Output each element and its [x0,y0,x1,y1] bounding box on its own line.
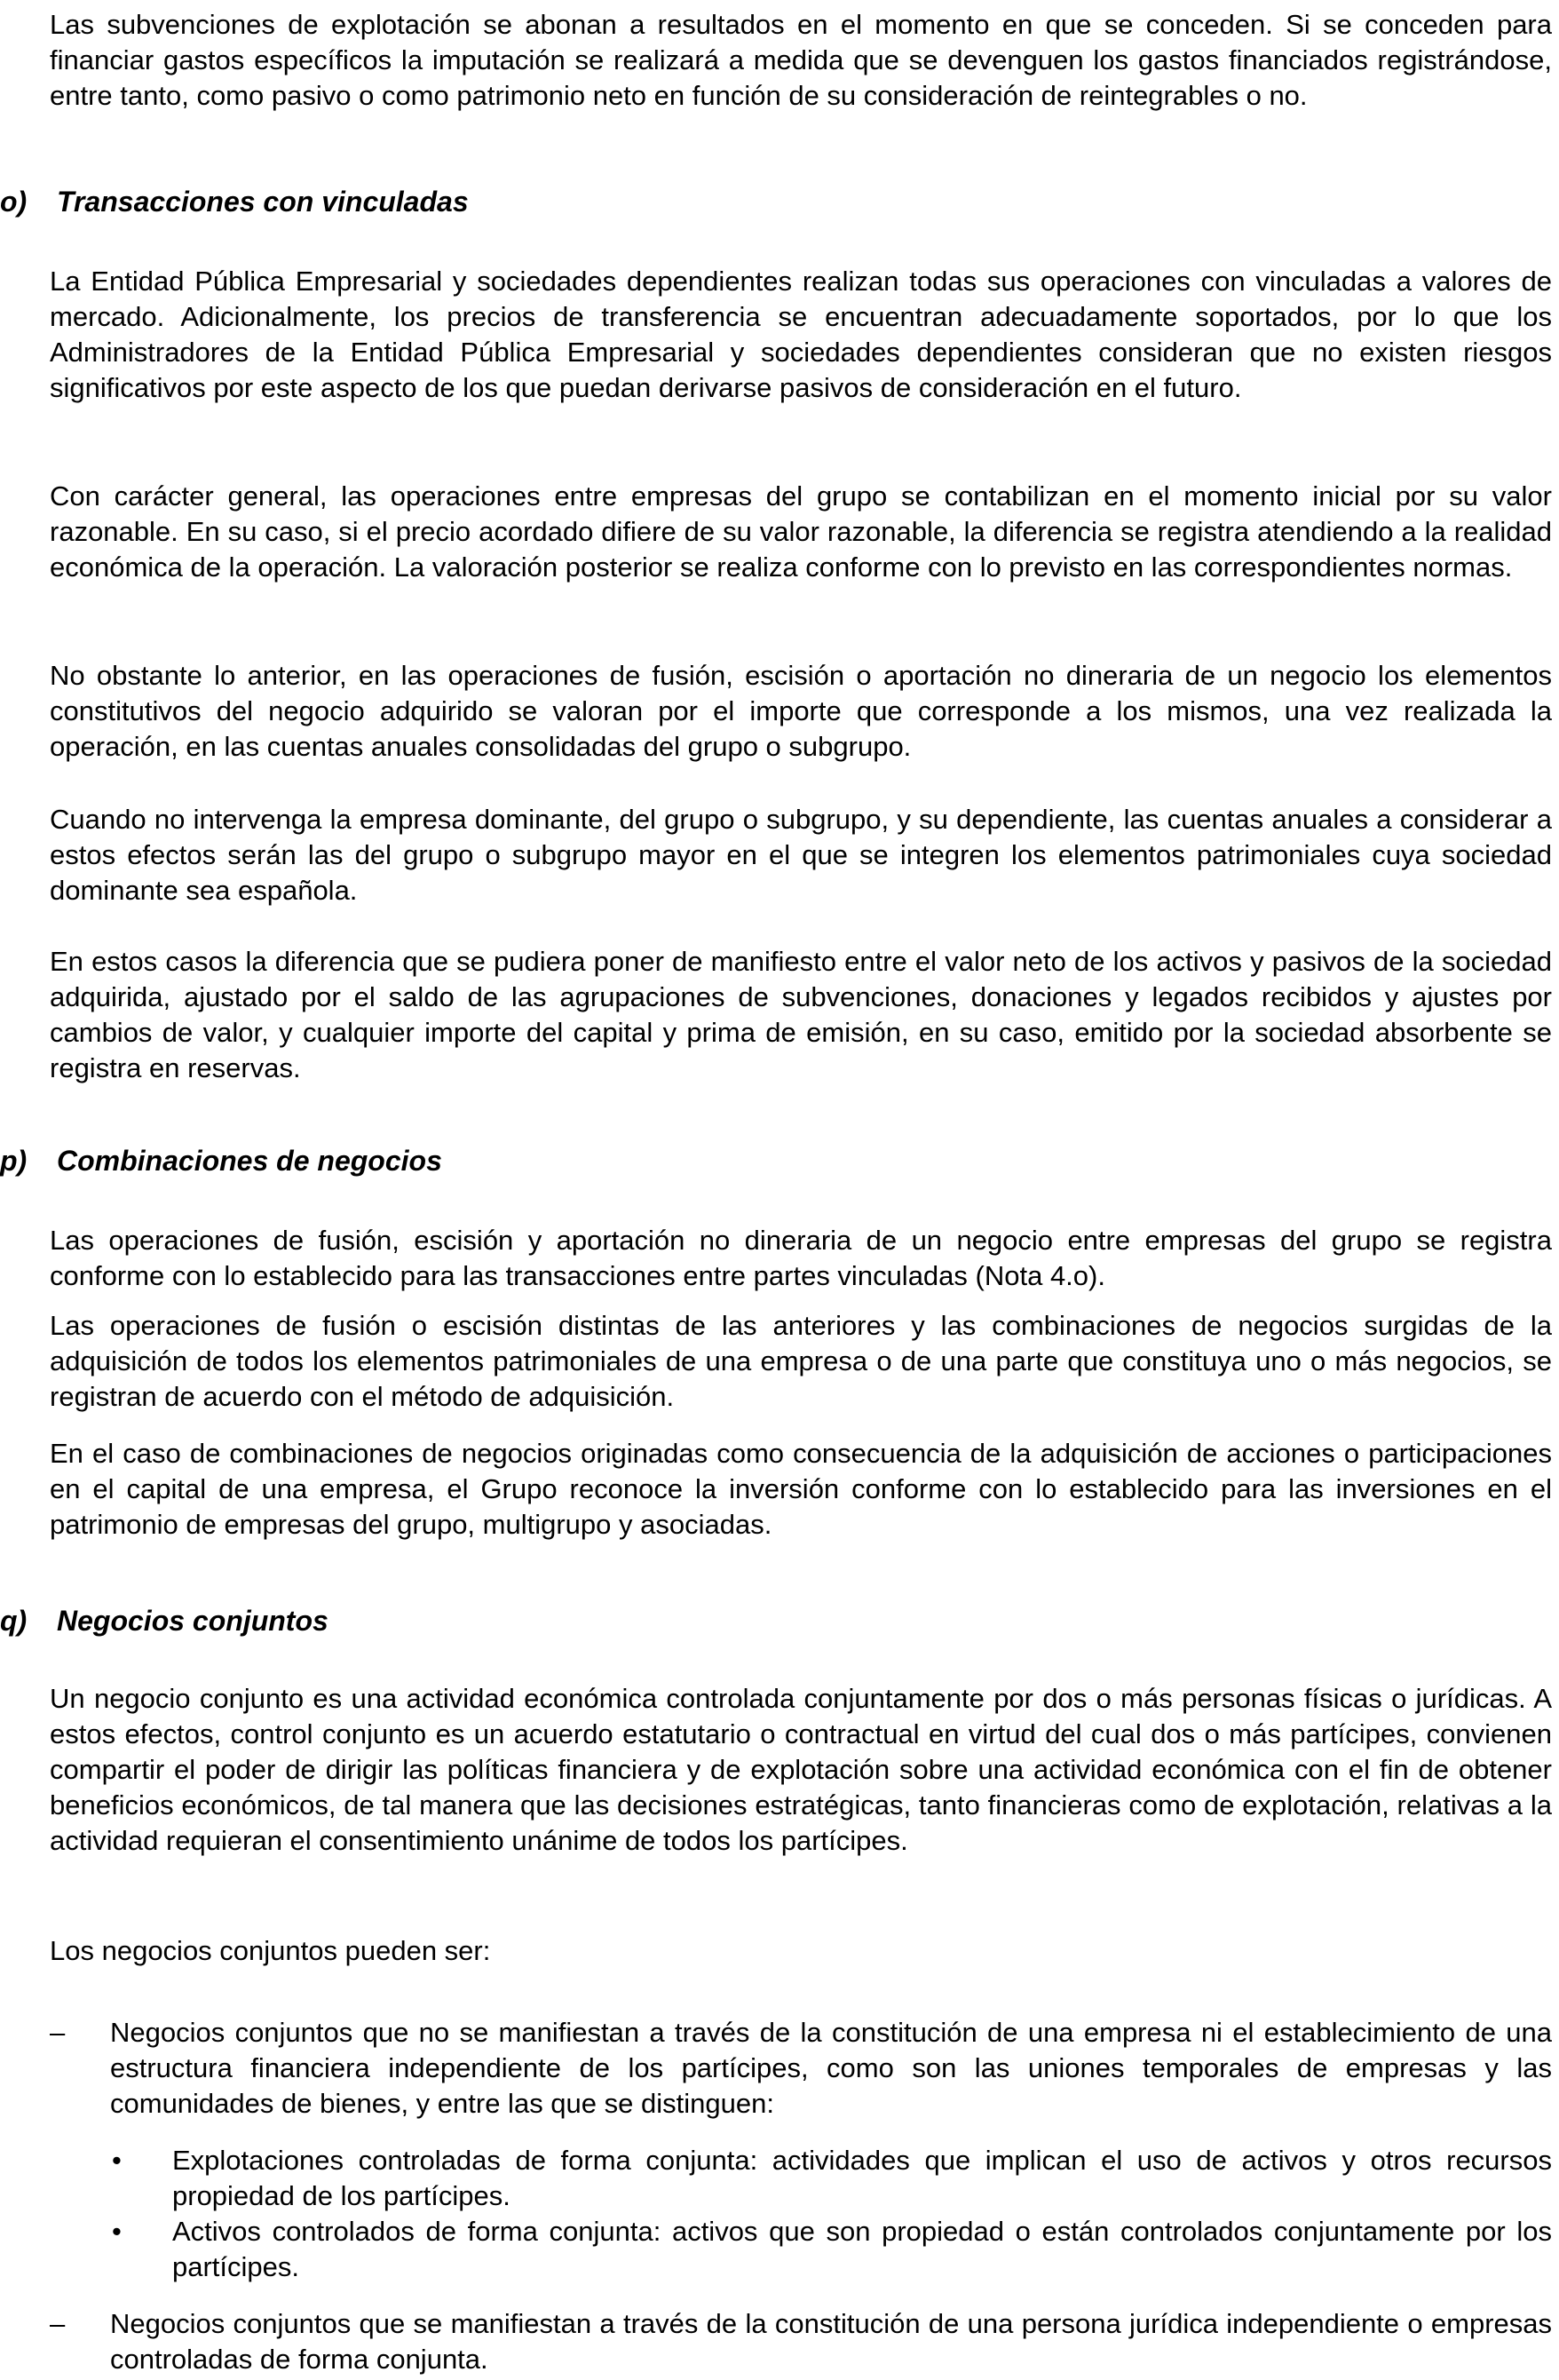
paragraph-o-5: En estos casos la diferencia que se pudiera poner de manifiesto entre el valor neto de los activos y pasivos de la sociedad adquirida, ajustado por el saldo de las agrupaciones de subvenciones, donaciones y legados recibidos y ajustes por cambios de valor, y cualquier importe del capital y prima de emisión, en su caso, emitido por la sociedad absorbente se registra en reservas. [50,946,1552,1083]
bullet-marker: • [112,2145,122,2176]
dash-marker: – [50,2308,66,2339]
list-item-text: Negocios conjuntos que se manifiestan a través de la constitución de una persona jurídica independiente o empresas controladas de forma conjunta. [110,2308,1552,2375]
list-item-bullet-1 [110,2143,1552,2214]
section-marker-o: o) [0,186,28,218]
paragraph-q-2: Los negocios conjuntos pueden ser: [50,1935,491,1966]
paragraph-p-2: Las operaciones de fusión o escisión distintas de las anteriores y las combinaciones de negocios surgidas de la adquisición de todos los elementos patrimoniales de una empresa o de una parte que constituya uno o más negocios, se registran de acuerdo con el método de adquisición. [50,1310,1552,1412]
paragraph-o-2: Con carácter general, las operaciones entre empresas del grupo se contabilizan en el momento inicial por su valor razonable. En su caso, si el precio acordado difiere de su valor razonable, la diferencia se registra atendiendo a la realidad económica de la operación. La valoración posterior se realiza conforme con lo previsto en las correspondientes normas. [50,480,1552,583]
paragraph-o-1: La Entidad Pública Empresarial y sociedades dependientes realizan todas sus operaciones con vinculadas a valores de mercado. Adicionalmente, los precios de transferencia se encuentran adecuadamente soportados, por lo que los Administradores de la Entidad Pública Empresarial y sociedades dependientes consideran que no existen riesgos significativos por este aspecto de los que puedan derivarse pasivos de consideración en el futuro. [50,266,1552,403]
section-title-o: Transacciones con vinculadas [57,186,469,218]
bullet-marker: • [112,2216,122,2247]
list-item-dash-1 [50,2015,1552,2122]
list-item-bullet-2 [110,2214,1552,2285]
paragraph-p-1: Las operaciones de fusión, escisión y aportación no dineraria de un negocio entre empresas del grupo se registra conforme con lo establecido para las transacciones entre partes vinculadas (Nota 4.o). [50,1225,1552,1291]
list-item-text: Activos controlados de forma conjunta: activos que son propiedad o están controlados conjuntamente por los partícipes. [172,2216,1552,2282]
section-marker-p: p) [0,1145,28,1177]
section-heading-q [0,1603,328,1638]
paragraph-q-1: Un negocio conjunto es una actividad económica controlada conjuntamente por dos o más personas físicas o jurídicas. A estos efectos, control conjunto es un acuerdo estatutario o contractual en virtud del cual dos o más partícipes, convienen compartir el poder de dirigir las políticas financiera y de explotación sobre una actividad económica con el fin de obtener beneficios económicos, de tal manera que las decisiones estratégicas, tanto financieras como de explotación, relativas a la actividad requieran el consentimiento unánime de todos los partícipes. [50,1683,1552,1856]
section-title-q: Negocios conjuntos [57,1605,328,1637]
section-title-p: Combinaciones de negocios [57,1145,442,1177]
paragraph-p-3: En el caso de combinaciones de negocios originadas como consecuencia de la adquisición de acciones o participaciones en el capital de una empresa, el Grupo reconoce la inversión conforme con lo establecido para las inversiones en el patrimonio de empresas del grupo, multigrupo y asociadas. [50,1438,1552,1540]
list-item-text: Negocios conjuntos que no se manifiestan a través de la constitución de una empresa ni el establecimiento de una estructura financiera independiente de los partícipes, como son las uniones temporales de empresas y las comunidades de bienes, y entre las que se distinguen: [110,2017,1552,2119]
dash-marker: – [50,2017,66,2048]
list-item-dash-2 [50,2306,1552,2377]
section-heading-p [0,1143,442,1178]
section-marker-q: q) [0,1605,28,1637]
paragraph-o-4: Cuando no intervenga la empresa dominante, del grupo o subgrupo, y su dependiente, las cuentas anuales a considerar a estos efectos serán las del grupo o subgrupo mayor en el que se integren los elementos patrimoniales cuya sociedad dominante sea española. [50,804,1552,906]
section-heading-o [0,184,469,219]
list-item-text: Explotaciones controladas de forma conjunta: actividades que implican el uso de activos y otros recursos propiedad de los partícipes. [172,2145,1552,2211]
paragraph-o-3: No obstante lo anterior, en las operaciones de fusión, escisión o aportación no dineraria de un negocio los elementos constitutivos del negocio adquirido se valoran por el importe que corresponde a los mismos, una vez realizada la operación, en las cuentas anuales consolidadas del grupo o subgrupo. [50,660,1552,762]
paragraph-subvenciones: Las subvenciones de explotación se abonan a resultados en el momento en que se conceden. Si se conceden para financiar gastos específicos la imputación se realizará a medida que se devenguen los gastos financiados registrándose, entre tanto, como pasivo o como patrimonio neto en función de su consideración de reintegrables o no. [50,9,1552,111]
